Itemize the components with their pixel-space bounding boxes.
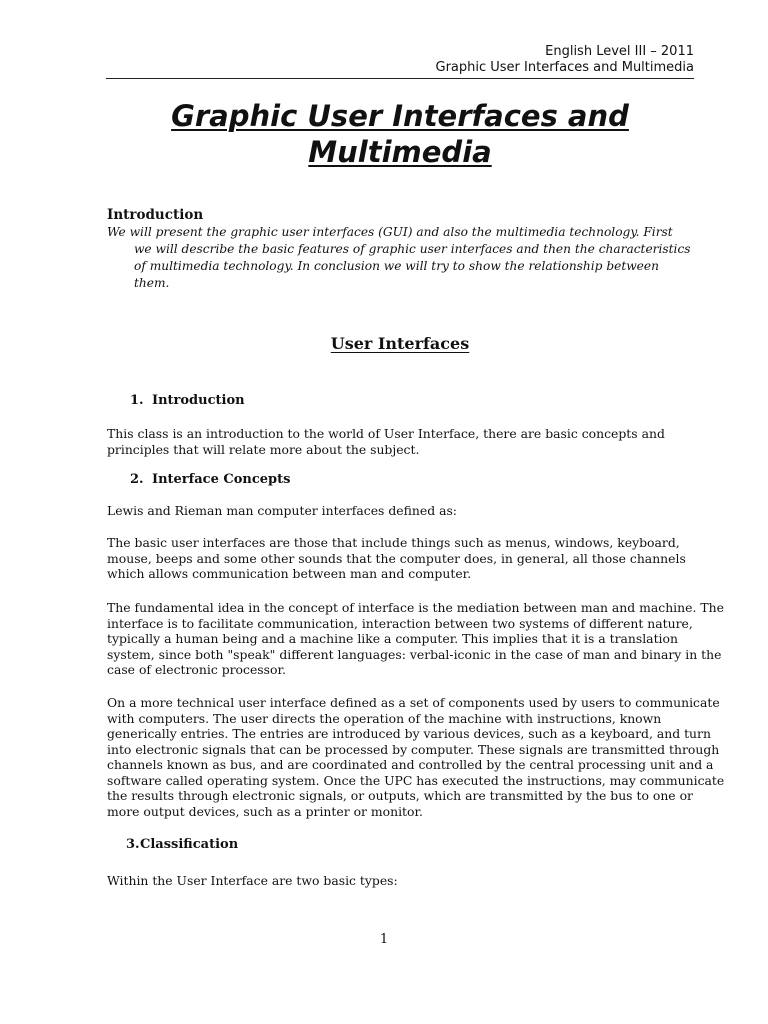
introduction-text: We will present the graphic user interfaces (GUI) and also the multimedia technology. First we will describe the basic features of graphic user interfaces and then the characteristics of multimedia technology. In conclusion we will try to show the relationship between them. [107,225,691,290]
paragraph: The fundamental idea in the concept of interface is the mediation between man and machine. The interface is to facilitate communication, interaction between two systems of different nature, typically a human being and a machine like a computer. This implies that it is a translation system, since both "speak" different languages: verbal-iconic in the case of man and binary in the case of electronic processor. [107,600,724,677]
item-heading-classification [126,837,238,852]
page-header [436,44,695,76]
section-title: User Interfaces [330,334,470,353]
introduction-heading: Introduction [107,207,204,223]
item-heading-introduction [130,393,245,408]
document-title [106,98,694,170]
paragraph: Within the User Interface are two basic types: [107,873,398,888]
paragraph: The basic user interfaces are those that include things such as menus, windows, keyboard, mouse, beeps and some other sounds that the computer does, in general, all those channels which allows communication between man and computer. [107,535,686,581]
item-heading-interface-concepts [130,472,290,487]
title-line-1: Graphic User Interfaces and [171,99,629,133]
header-divider [106,78,694,79]
item-number: 3. [126,837,140,852]
paragraph: Lewis and Rieman man computer interfaces defined as: [107,503,457,518]
item-label: Introduction [152,393,245,408]
item-label: Classification [140,837,239,852]
item-number: 2. [130,472,144,487]
paragraph: On a more technical user interface defined as a set of components used by users to communicate with computers. The user directs the operation of the machine with instructions, known generically entries. The entries are introduced by various devices, such as a keyboard, and turn into electronic signals that can be processed by computer. These signals are transmitted through channels known as bus, and are coordinated and controlled by the central processing unit and a software called operating system. Once the UPC has executed the instructions, may communicate the results through electronic signals, or outputs, which are transmitted by the bus to one or more output devices, such as a printer or monitor. [107,695,725,819]
title-line-2: Multimedia [308,135,492,169]
item-label: Interface Concepts [152,472,291,487]
item-number: 1. [130,393,144,408]
header-course: English Level III – 2011 [545,44,694,59]
paragraph: This class is an introduction to the world of User Interface, there are basic concepts and principles that will relate more about the subject. [107,426,665,457]
header-topic: Graphic User Interfaces and Multimedia [435,60,694,75]
page-number: 1 [379,932,389,947]
